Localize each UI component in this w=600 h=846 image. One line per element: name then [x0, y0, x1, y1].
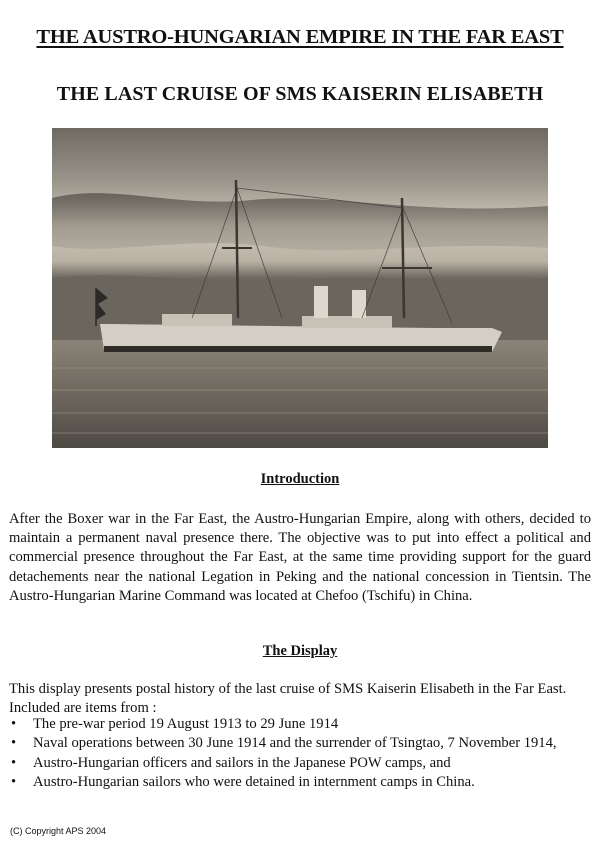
display-text: This display presents postal history of the last cruise of SMS Kaiserin Elisabeth in the Far East. Included are items from :	[9, 681, 567, 717]
list-item-text: The pre-war period 19 August 1913 to 29 June 1914	[33, 716, 339, 732]
bullet-icon: •	[11, 754, 17, 771]
page-subtitle: THE LAST CRUISE OF SMS KAISERIN ELISABETH	[56, 83, 544, 105]
warship-photo	[52, 128, 548, 448]
display-item-list	[9, 715, 594, 792]
page-title: THE AUSTRO-HUNGARIAN EMPIRE IN THE FAR EAST	[36, 26, 564, 48]
list-item	[9, 754, 594, 773]
list-item-text: Naval operations between 30 June 1914 and the surrender of Tsingtao, 7 November 1914,	[33, 735, 557, 752]
list-item-text: Austro-Hungarian officers and sailors in the Japanese POW camps, and	[33, 754, 451, 771]
bullet-icon: •	[11, 735, 17, 752]
bullet-icon: •	[11, 716, 17, 732]
copyright-notice: (C) Copyright APS 2004	[10, 826, 107, 836]
introduction-text: After the Boxer war in the Far East, the Austro-Hungarian Empire, along with others, decided to maintain a permanent naval presence there. The objective was to put into effect a political and commercial presence throughout the Far East, at the same time providing support for the guard detachements near the national Legation in Peking and the national concession in Tientsin. The Austro-Hungarian Marine Command was located at Chefoo (Tschifu) in China.	[9, 511, 591, 604]
list-item	[9, 715, 594, 734]
display-heading: The Display	[262, 643, 338, 659]
list-item	[9, 773, 594, 792]
bullet-icon: •	[11, 773, 17, 790]
introduction-heading: Introduction	[260, 471, 340, 487]
list-item-text: Austro-Hungarian sailors who were detained in internment camps in China.	[33, 773, 475, 790]
list-item	[9, 734, 594, 753]
